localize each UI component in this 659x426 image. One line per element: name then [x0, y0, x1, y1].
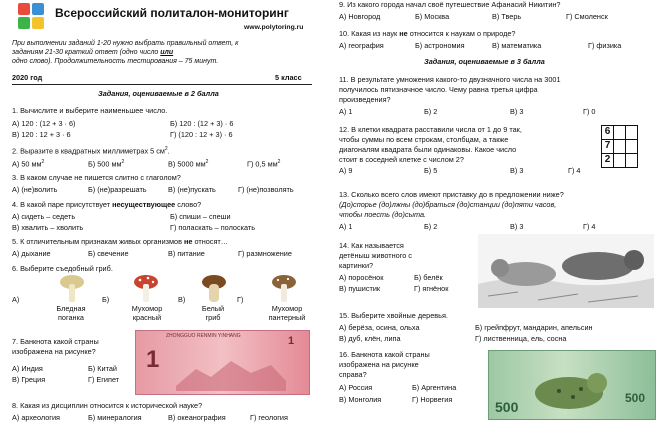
- q4-text: 4. В какой паре присутствует несуществующее слово?: [12, 200, 202, 209]
- panther-cap-mushroom-icon: [266, 272, 302, 304]
- q10-answer-a[interactable]: А) география: [339, 41, 384, 50]
- q8-answer-g[interactable]: Г) геология: [250, 413, 288, 422]
- q8-text: 8. Какая из дисциплин относится к исторической науке?: [12, 401, 203, 410]
- q11-text-1: 11. В результате умножения какого-то двузначного числа на 3001: [339, 75, 561, 84]
- q14-text-2: детёныш животного с: [339, 251, 412, 260]
- china-banknote-image: ZHONGGUO RENMIN YINHANG 1 1: [135, 330, 310, 395]
- q6-label-4: Мухомор пантерный: [268, 304, 306, 322]
- section-heading-3pts: Задания, оцениваемые в 3 балла: [424, 57, 545, 66]
- q6-text: 6. Выберите съедобный гриб.: [12, 264, 113, 273]
- q16-answer-g[interactable]: Г) Норвегия: [412, 395, 453, 404]
- q11-answer-v[interactable]: В) 3: [510, 107, 524, 116]
- q2-answer-v[interactable]: В) 5000 $мм^2$: [168, 159, 209, 169]
- q1-answer-g[interactable]: Г) (120 : 12 + 3) · 6: [170, 130, 233, 139]
- q6-label-1: Бледная поганка: [56, 304, 86, 322]
- q9-answer-v[interactable]: В) Тверь: [492, 12, 522, 21]
- q12-text-1: 12. В клетки квадрата расставили числа от 1 до 9 так,: [339, 125, 522, 134]
- q1-answer-b[interactable]: Б) 120 : (12 + 3) · 6: [170, 119, 234, 128]
- q11-answer-g[interactable]: Г) 0: [583, 107, 596, 116]
- q13-answer-b[interactable]: Б) 2: [424, 222, 438, 231]
- q3-answer-g[interactable]: Г) (не)позволять: [238, 185, 294, 194]
- q7-text-1: 7. Банкнота какой страны: [12, 337, 99, 346]
- q10-text: 10. Какая из наук не относится к наукам о природе?: [339, 29, 516, 38]
- q16-answer-b[interactable]: Б) Аргентина: [412, 383, 457, 392]
- q13-answer-v[interactable]: В) 3: [510, 222, 524, 231]
- q6-answer-g[interactable]: Г): [237, 295, 244, 304]
- grade: 5 класс: [275, 73, 302, 82]
- q16-text-1: 16. Банкнота какой страны: [339, 350, 430, 359]
- q6-label-3: Белый гриб: [201, 304, 225, 322]
- q3-answer-b[interactable]: Б) (не)разрешать: [88, 185, 147, 194]
- q1-text: 1. Вычислите и выберите наименьшее число.: [12, 106, 168, 115]
- grid-cell: [614, 126, 626, 140]
- q15-answer-a[interactable]: А) берёза, осина, ольха: [339, 323, 420, 332]
- grid-cell: 6: [602, 126, 614, 140]
- q12-text-3: диагоналям квадрата были одинаковы. Какое число: [339, 145, 517, 154]
- q12-answer-a[interactable]: А) 9: [339, 166, 353, 175]
- q4-answer-b[interactable]: Б) спиши – спеши: [170, 212, 231, 221]
- q5-answer-v[interactable]: В) питание: [168, 249, 205, 258]
- grid-cell: [626, 140, 638, 154]
- q10-answer-b[interactable]: Б) астрономия: [415, 41, 465, 50]
- q1-answer-v[interactable]: В) 120 : 12 + 3 · 6: [12, 130, 71, 139]
- q6-answer-a[interactable]: А): [12, 295, 20, 304]
- q9-answer-b[interactable]: Б) Москва: [415, 12, 450, 21]
- q14-answer-a[interactable]: А) поросёнок: [339, 273, 384, 282]
- q5-answer-g[interactable]: Г) размножение: [238, 249, 292, 258]
- grid-cell: [626, 154, 638, 168]
- page-title: Всероссийский политалон-мониторинг: [55, 6, 289, 20]
- divider: [12, 84, 312, 85]
- q12-text-2: чтобы суммы по всем строкам, столбцам, а также: [339, 135, 509, 144]
- q11-answer-a[interactable]: А) 1: [339, 107, 353, 116]
- q8-answer-b[interactable]: Б) минералогия: [88, 413, 142, 422]
- q10-answer-v[interactable]: В) математика: [492, 41, 542, 50]
- q14-answer-v[interactable]: В) пушистик: [339, 284, 381, 293]
- q7-answer-g[interactable]: Г) Египет: [88, 375, 120, 384]
- q3-answer-v[interactable]: В) (не)пускать: [168, 185, 216, 194]
- q5-text: 5. К отличительным признакам живых организмов не относят…: [12, 237, 229, 246]
- q13-answer-a[interactable]: А) 1: [339, 222, 353, 231]
- q6-label-2: Мухомор красный: [131, 304, 163, 322]
- q12-answer-b[interactable]: Б) 5: [424, 166, 438, 175]
- q4-answer-v[interactable]: В) хвалить – хволить: [12, 223, 84, 232]
- q6-answer-v[interactable]: В): [178, 295, 186, 304]
- q7-text-2: изображена на рисунке?: [12, 347, 96, 356]
- q13-answer-g[interactable]: Г) 4: [583, 222, 596, 231]
- q16-text-2: изображена на рисунке: [339, 360, 419, 369]
- q5-answer-b[interactable]: Б) свечение: [88, 249, 129, 258]
- q2-answer-a[interactable]: А) 50 $мм^2$: [12, 159, 45, 169]
- q13-text-2: (До)спорье (до)лжны (до)браться (до)станции (до)пяти часов,: [339, 200, 557, 209]
- q11-text-2: получилось пятизначное число. Чему равна третья цифра: [339, 85, 538, 94]
- grid-cell: [614, 140, 626, 154]
- q9-answer-a[interactable]: А) Новгород: [339, 12, 381, 21]
- q12-answer-g[interactable]: Г) 4: [568, 166, 581, 175]
- instructions-line-2: заданиям 21-30 краткий ответ (одно число или: [12, 49, 174, 56]
- q2-answer-b[interactable]: Б) 500 $мм^2$: [88, 159, 125, 169]
- q14-text-3: картинки?: [339, 261, 374, 270]
- q16-answer-v[interactable]: В) Монголия: [339, 395, 382, 404]
- q13-text-1: 13. Сколько всего слов имеют приставку до в предложении ниже?: [339, 190, 564, 199]
- q4-answer-g[interactable]: Г) поласкать – полоскать: [170, 223, 256, 232]
- q12-answer-v[interactable]: В) 3: [510, 166, 524, 175]
- q7-answer-v[interactable]: В) Греция: [12, 375, 46, 384]
- q11-text-3: произведения?: [339, 95, 391, 104]
- q2-text: 2. Выразите в квадратных миллиметрах 5 $см^2$.: [12, 146, 170, 156]
- q9-answer-g[interactable]: Г) Смоленск: [566, 12, 608, 21]
- q15-text: 15. Выберите хвойные деревья.: [339, 311, 448, 320]
- q3-answer-a[interactable]: А) (не)волить: [12, 185, 58, 194]
- q1-answer-a[interactable]: А) 120 : (12 + 3 · 6): [12, 119, 76, 128]
- porcini-mushroom-icon: [196, 272, 232, 304]
- q4-answer-a[interactable]: А) сидеть – седеть: [12, 212, 76, 221]
- grid-cell: [614, 154, 626, 168]
- q6-answer-b[interactable]: Б): [102, 295, 110, 304]
- q15-answer-g[interactable]: Г) лиственница, ель, сосна: [475, 334, 567, 343]
- q16-text-3: справа?: [339, 370, 367, 379]
- q10-answer-g[interactable]: Г) физика: [588, 41, 622, 50]
- q5-answer-a[interactable]: А) дыхание: [12, 249, 51, 258]
- q9-text: 9. Из какого города начал своё путешествие Афанасий Никитин?: [339, 0, 561, 9]
- site-url: www.polytoring.ru: [244, 24, 304, 31]
- grid-cell: 2: [602, 154, 614, 168]
- q14-answer-g[interactable]: Г) ягнёнок: [414, 284, 449, 293]
- grid-cell: [626, 126, 638, 140]
- q8-answer-v[interactable]: В) океанография: [168, 413, 226, 422]
- q13-text-3: чтобы поесть (до)сыта.: [339, 210, 427, 219]
- magic-square-grid: [601, 125, 638, 168]
- q15-answer-b[interactable]: Б) грейпфрут, мандарин, апельсин: [475, 323, 593, 332]
- instructions-line-1: При выполнении заданий 1-20 нужно выбрать правильный ответ, к: [12, 40, 239, 47]
- seal-pup-illustration: [478, 234, 654, 308]
- q14-answer-b[interactable]: Б) белёк: [414, 273, 443, 282]
- q16-answer-a[interactable]: А) Россия: [339, 383, 373, 392]
- q7-answer-a[interactable]: А) Индия: [12, 364, 43, 373]
- q2-answer-g[interactable]: Г) 0,5 $мм^2$: [247, 159, 281, 169]
- q12-text-4: стоит в соседней клетке с числом 2?: [339, 155, 464, 164]
- death-cap-mushroom-icon: [54, 272, 90, 304]
- instructions-line-3: одно слово). Продолжительность тестирования – 75 минут.: [12, 58, 219, 65]
- grid-cell: 7: [602, 140, 614, 154]
- argentina-banknote-image: 500 500: [488, 350, 656, 420]
- polytoring-logo-icon: [18, 3, 44, 29]
- q11-answer-b[interactable]: Б) 2: [424, 107, 438, 116]
- q14-text-1: 14. Как называется: [339, 241, 404, 250]
- q7-answer-b[interactable]: Б) Китай: [88, 364, 117, 373]
- section-heading-2pts: Задания, оцениваемые в 2 балла: [98, 89, 219, 98]
- q8-answer-a[interactable]: А) археология: [12, 413, 60, 422]
- q3-text: 3. В каком случае не пишется слитно с глаголом?: [12, 173, 181, 182]
- year: 2020 год: [12, 73, 43, 82]
- fly-agaric-mushroom-icon: [128, 272, 164, 304]
- q15-answer-v[interactable]: В) дуб, клён, липа: [339, 334, 401, 343]
